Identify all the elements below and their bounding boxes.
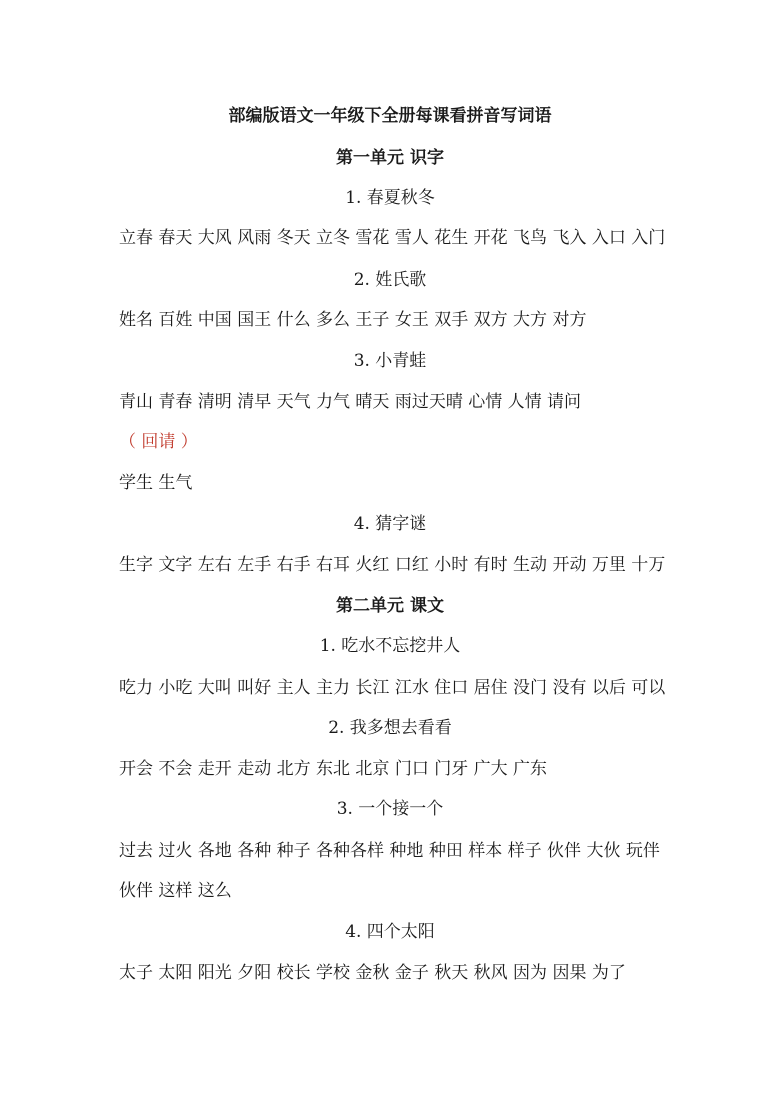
- word-list: 过去 过火 各地 各种 种子 各种各样 种地 种田 样本 样子 伙伴 大伙 玩伴: [119, 841, 660, 861]
- word-list: 伙伴 这样 这么: [119, 881, 232, 901]
- lesson-title: 3. 小青蛙: [353, 351, 427, 371]
- lesson-title: 2. 姓氏歌: [353, 270, 427, 290]
- lesson-title: 2. 我多想去看看: [328, 718, 452, 738]
- word-list: 吃力 小吃 大叫 叫好 主人 主力 长江 江水 住口 居住 没门 没有 以后 可以: [119, 678, 666, 698]
- lesson-title: 1. 春夏秋冬: [345, 188, 435, 208]
- word-list: 太子 太阳 阳光 夕阳 校长 学校 金秋 金子 秋天 秋风 因为 因果 为了: [119, 963, 626, 983]
- unit-heading: 第一单元 识字: [336, 148, 444, 168]
- lesson-title: 3. 一个接一个: [336, 799, 444, 819]
- word-list: 开会 不会 走开 走动 北方 东北 北京 门口 门牙 广大 广东: [119, 759, 548, 779]
- word-list: 姓名 百姓 中国 国王 什么 多么 王子 女王 双手 双方 大方 对方: [119, 310, 587, 330]
- lesson-title: 4. 四个太阳: [345, 922, 435, 942]
- unit-heading: 第二单元 课文: [336, 596, 444, 616]
- word-list: 青山 青春 清明 清早 天气 力气 晴天 雨过天晴 心情 人情 请问: [119, 392, 582, 412]
- word-list: 立春 春天 大风 风雨 冬天 立冬 雪花 雪人 花生 开花 飞鸟 飞入 入口 入门: [119, 228, 666, 248]
- lesson-title: 1. 吃水不忘挖井人: [319, 636, 461, 656]
- lesson-title: 4. 猜字谜: [353, 514, 427, 534]
- word-list: 生字 文字 左右 左手 右手 右耳 火红 口红 小时 有时 生动 开动 万里 十万: [119, 555, 666, 575]
- word-list: 学生 生气: [119, 473, 193, 493]
- note-annotation: （ 回请 ）: [119, 432, 198, 452]
- document-title: 部编版语文一年级下全册每课看拼音写词语: [228, 106, 552, 126]
